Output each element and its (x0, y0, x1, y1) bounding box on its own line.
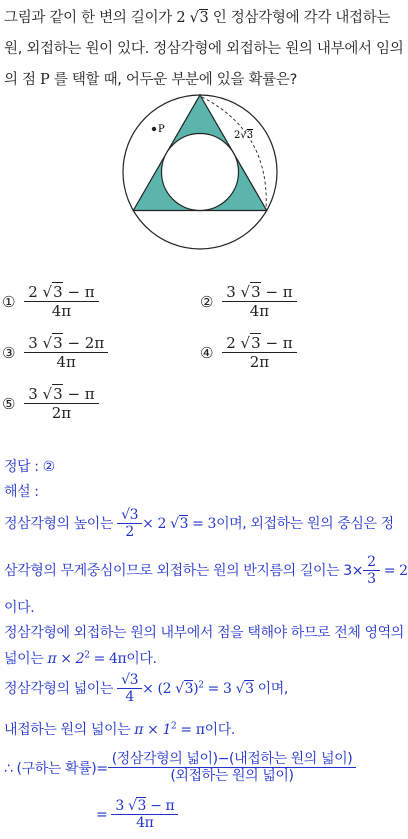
exponent: 2 (171, 721, 177, 732)
fraction (119, 507, 140, 541)
choice-fraction: $\frac{2 √3 - \pi}{2\pi}$ (224, 335, 294, 371)
radicand: 3 (179, 515, 189, 532)
text: 이다. (204, 722, 235, 738)
text: 삼각형의 무게중심이므로 외접하는 원의 반지름의 길이는 3× (4, 562, 364, 579)
text: ∴ (구하는 확률)= (4, 760, 108, 777)
solution-line-7 (4, 719, 235, 739)
choice-4[interactable] (200, 335, 297, 371)
solution-line-9 (96, 798, 178, 832)
choice-fraction: $\frac{3 √3 - \pi}{2\pi}$ (26, 386, 96, 422)
coef: 2 (234, 130, 241, 141)
question-text: 그림과 같이 한 변의 길이가 (4, 10, 177, 26)
math: = π (176, 722, 205, 738)
figure-circles-triangle (120, 92, 282, 252)
math-side-length: 2 √3 (176, 10, 209, 26)
solution-line-5 (4, 648, 157, 668)
denominator: 4π (111, 814, 178, 832)
choice-number: ⑤ (2, 394, 16, 413)
coef: 2 (176, 10, 186, 26)
question-text: 의 점 (4, 72, 41, 88)
radicand: 3 (53, 334, 63, 352)
text: 이며, (253, 680, 288, 697)
denominator: 4 (117, 688, 142, 706)
denominator: 2 (117, 523, 142, 541)
point-p-dot (152, 127, 156, 131)
denominator: 4π (24, 352, 108, 371)
choice-fraction: $\frac{2 √3 - \pi}{4\pi}$ (26, 284, 96, 320)
radicand: 3 (251, 283, 261, 301)
answer-label: 정답 : ② (4, 459, 55, 475)
solution-line-8 (4, 751, 356, 785)
numer-rest: − π (265, 283, 293, 301)
choice-3[interactable] (2, 335, 108, 371)
numerator: (정삼각형의 넓이)−(내접하는 원의 넓이) (111, 751, 353, 767)
choice-fraction: $\frac{3 √3 - 2\pi}{4\pi}$ (26, 335, 106, 371)
solution-line-1: 정삼각형의 높이는 $\frac{√3}{2}$ × 2 √3 = 3이며, 외접하는 원의 중심은 정 (4, 507, 394, 541)
fraction (365, 554, 378, 588)
text: 이다. (126, 651, 157, 667)
math: × 2 (142, 515, 167, 532)
denominator: 2π (222, 352, 296, 371)
numer-rest: − 2π (67, 334, 105, 352)
coef: 3 (28, 385, 38, 403)
choice-number: ② (200, 292, 214, 311)
coef: 3 (28, 334, 38, 352)
denominator: 3 (363, 570, 380, 588)
choice-number: ③ (2, 343, 16, 362)
coef: 3 (115, 798, 124, 814)
question-line-3 (4, 68, 297, 89)
explanation-label: 해설 : (4, 484, 39, 500)
choice-number: ① (2, 292, 16, 311)
solution-line-4: 정삼각형에 외접하는 원의 내부에서 점을 택해야 하므로 전체 영역의 (4, 625, 404, 641)
solution-line-3: 이다. (4, 600, 35, 616)
radicand: 3 (246, 130, 254, 141)
math: × (2 (142, 680, 172, 697)
solution-line-6: 정삼각형의 넓이는 $\frac{√3}{4}$ × (2 √3)$^2$ = 3 √3 이며, (4, 672, 288, 706)
question-line-1 (4, 6, 390, 27)
radicand: 3 (53, 385, 63, 403)
math: π × 1 (134, 722, 172, 738)
exponent: 2 (84, 650, 90, 661)
choice-number: ④ (200, 343, 214, 362)
text: 넓이는 (4, 651, 48, 667)
math: = (96, 806, 112, 823)
numer-rest: − π (67, 385, 95, 403)
math: ) (193, 680, 199, 697)
text: 내접하는 원의 넓이는 (4, 722, 135, 738)
denominator: 2π (24, 403, 98, 422)
text: 이며, 외접하는 원의 중심은 정 (216, 515, 394, 532)
inscribed-circle (162, 134, 239, 211)
coef: 2 (226, 334, 236, 352)
text: 정삼각형의 높이는 (4, 515, 118, 532)
numerator: √3 (121, 507, 139, 523)
radicand: 3 (53, 283, 63, 301)
math: π × 2 (47, 651, 85, 667)
radicand: 3 (199, 10, 209, 26)
choice-fraction: $\frac{3 √3 - \pi}{4\pi}$ (224, 284, 294, 320)
question-text: 인 정삼각형에 각각 내접하는 (208, 10, 391, 26)
math: = 3 (188, 515, 217, 532)
numerator: 2 (367, 554, 376, 570)
exponent: 2 (198, 680, 204, 691)
fraction (119, 672, 140, 706)
denominator: (외접하는 원의 넓이) (108, 767, 357, 785)
radicand: 3 (137, 798, 146, 814)
point-p: P (40, 72, 50, 88)
math: = 4π (89, 651, 127, 667)
choice-1[interactable] (2, 284, 99, 320)
math: = 3 (203, 680, 232, 697)
math: = 2 (379, 562, 408, 579)
coef: 3 (226, 283, 236, 301)
numer-rest: − π (150, 798, 175, 814)
question-text: 를 택할 때, 어두운 부분에 있을 확률은? (49, 72, 297, 88)
side-length-label: 2√3 (234, 130, 254, 141)
denominator: 4π (222, 301, 296, 320)
coef: 2 (28, 283, 38, 301)
fraction (110, 751, 355, 785)
radicand: 3 (245, 680, 254, 697)
question-line-2: 원, 외접하는 원이 있다. 정삼각형에 외접하는 원의 내부에서 임의 (4, 41, 404, 57)
radicand: 3 (184, 680, 194, 697)
choice-2[interactable] (200, 284, 297, 320)
radicand: 3 (251, 334, 261, 352)
solution-line-2 (4, 554, 408, 588)
point-p-label: P (158, 124, 165, 135)
denominator: 4π (24, 301, 98, 320)
numer-rest: − π (265, 334, 293, 352)
numer-rest: − π (67, 283, 95, 301)
numerator: √3 (121, 672, 139, 688)
text: 정삼각형의 넓이는 (4, 680, 118, 697)
choice-5[interactable] (2, 386, 99, 422)
fraction: $\frac{3 √3 - \pi}{4\pi}$ (113, 798, 176, 832)
